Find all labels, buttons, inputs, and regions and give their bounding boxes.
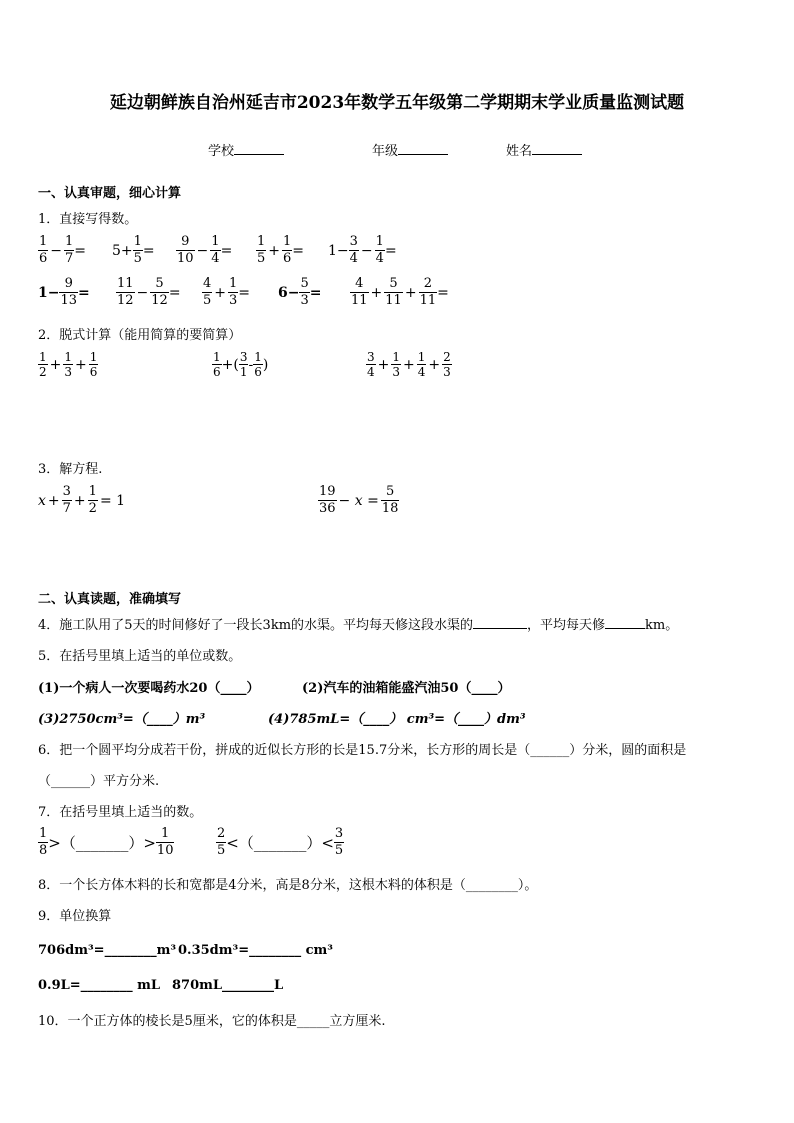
q5-item-1[interactable]: (1)一个病人一次要喝药水20（____） [38, 681, 260, 696]
q1-expr-8: $\frac{4}{5}$ + $\frac{1}{3}$ = [203, 276, 251, 308]
q1-expr-6: 1− $\frac{9}{13}$ = [38, 276, 90, 308]
grade-field[interactable] [372, 140, 448, 159]
q2-expr-3: $\frac{3}{4}$ + $\frac{1}{3}$ + $\frac{1}{4}$ + $\frac{2}{3}$ [367, 350, 451, 379]
school-field[interactable] [208, 140, 284, 159]
q7-label: 7．在括号里填上适当的数。 [38, 805, 203, 820]
q1-expr-5: 1− $\frac{3}{4}$ − $\frac{1}{4}$ = [328, 234, 397, 266]
q1-expr-1: $\frac{1}{6}$ − $\frac{1}{7}$ = [39, 234, 87, 266]
q6-line-1[interactable]: 6．把一个圆平均分成若干份，拼成的近似长方形的长是15.7分米，长方形的周长是（______）分米，圆的面积是 [38, 743, 687, 758]
q5-label: 5．在括号里填上适当的单位或数。 [38, 649, 242, 664]
q4-blank-2[interactable] [605, 616, 645, 629]
section1-heading: 一、认真审题，细心计算 [38, 186, 182, 201]
q4-text: 4．施工队用了5天的时间修好了一段长3km的水渠。平均每天修这段水渠的 ，平均每天修 km。 [38, 618, 679, 633]
q10-text[interactable]: 10．一个正方体的棱长是5厘米，它的体积是_____立方厘米. [38, 1014, 386, 1029]
q7-compare-2[interactable]: $\frac{2}{5}$ <（_______）< $\frac{3}{5}$ [217, 826, 344, 858]
q1-label: 1．直接写得数。 [38, 212, 138, 227]
q2-label: 2．脱式计算（能用简算的要简算） [38, 328, 242, 343]
q7-compare-1[interactable]: $\frac{1}{8}$ >（_______）> $\frac{1}{10}$ [39, 826, 174, 858]
q1-expr-9: 6− $\frac{5}{3}$ = [278, 276, 322, 308]
q9-item-2[interactable]: 0.35dm³=________ cm³ [178, 943, 333, 958]
name-label: 姓名 [506, 144, 533, 159]
q1-expr-4: $\frac{1}{5}$ + $\frac{1}{6}$ = [257, 234, 305, 266]
q9-item-1[interactable]: 706dm³=________m³ [38, 943, 177, 958]
q1-expr-3: $\frac{9}{10}$ − $\frac{1}{4}$ = [177, 234, 233, 266]
q9-label: 9．单位换算 [38, 909, 112, 924]
q2-expr-1: $\frac{1}{2}$ + $\frac{1}{3}$ + $\frac{1}{6}$ [39, 350, 98, 379]
grade-label: 年级 [372, 144, 399, 159]
section2-heading: 二、认真读题，准确填写 [38, 592, 182, 607]
q3-equation-2: $\frac{19}{36}$ − x = $\frac{5}{18}$ [319, 484, 399, 516]
school-label: 学校 [208, 144, 235, 159]
q1-expr-10: $\frac{4}{11}$ + $\frac{5}{11}$ + $\frac{2}{11}$ = [351, 276, 449, 308]
q5-item-4[interactable]: (4)785mL=（____） cm³=（____）dm³ [268, 712, 526, 727]
q3-equation-1: x + $\frac{3}{7}$ + $\frac{1}{2}$ = 1 [38, 484, 126, 516]
q2-expr-2: $\frac{1}{6}$ +( $\frac{3}{1}$ - $\frac{1}{6}$ ) [213, 350, 269, 379]
q6-line-2[interactable]: （______）平方分米. [38, 774, 160, 789]
q5-item-3[interactable]: (3)2750cm³=（____）m³ [38, 712, 206, 727]
q8-text[interactable]: 8．一个长方体木料的长和宽都是4分米，高是8分米，这根木料的体积是（________）。 [38, 878, 538, 893]
q1-expr-2: 5+ $\frac{1}{5}$ = [112, 234, 155, 266]
q9-item-3[interactable]: 0.9L=________ mL [38, 978, 161, 993]
name-field[interactable] [506, 140, 582, 159]
q4-blank-1[interactable] [473, 616, 527, 629]
q1-expr-7: $\frac{11}{12}$ − $\frac{5}{12}$ = [117, 276, 181, 308]
page-title: 延边朝鲜族自治州延吉市2023年数学五年级第二学期期末学业质量监测试题 [109, 93, 685, 113]
q3-label: 3．解方程. [38, 462, 103, 477]
q9-item-4[interactable]: 870mL________L [172, 978, 284, 993]
q5-item-2[interactable]: (2)汽车的油箱能盛汽油50（____） [302, 681, 511, 696]
